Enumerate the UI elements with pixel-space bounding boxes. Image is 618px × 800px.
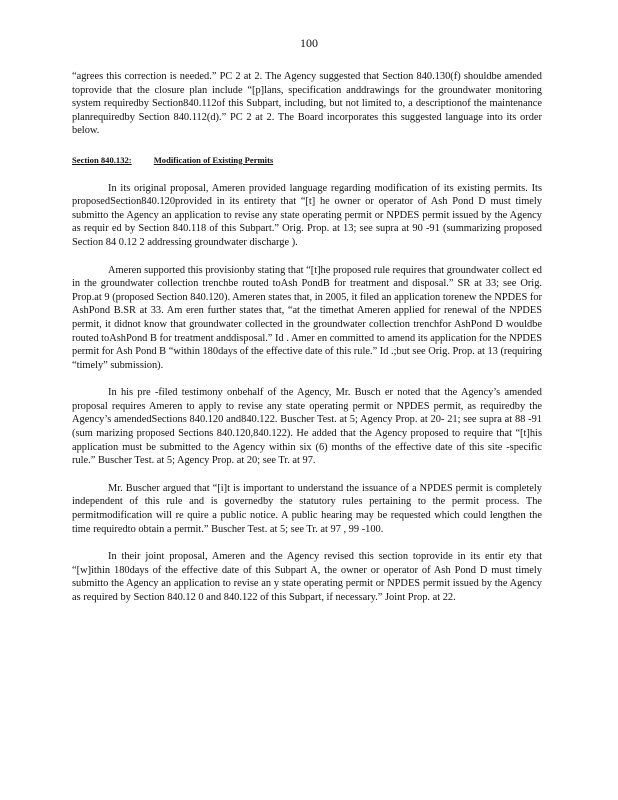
intro-paragraph: “agrees this correction is needed.” PC 2 at 2. The Agency suggested that Section 840.130(f) shouldbe amended toprovide that the closure plan include “[p]lans, specification anddrawings for the groundwater monitoring system requiredby Section840.112of this Subpart, including, but not limited to, a descriptionof the maintenance planrequiredby Section 840.112(d).” PC 2 at 2. The Board incorporates this suggested language into its order below. bbox=[72, 71, 542, 137]
paragraph-original-proposal: In its original proposal, Ameren provided language regarding modification of its existing permits. Its proposedSection840.120provided in its entirety that “[t] he owner or operator of Ash Pond D must timely submitto the Agency an application to revise any state operating permit or NPDES permit issued by the Agency as requir ed by Section 840.118 of this Subpart.” Orig. Prop. at 13; see supra at 90 -91 (summarizing proposed Section 84 0.12 2 addressing groundwater discharge ). bbox=[72, 182, 542, 248]
paragraph-buscher-testimony: In his pre -filed testimony onbehalf of the Agency, Mr. Busch er noted that the Agency’s amended proposal requires Ameren to apply to revise any state operating permit or NPDES permit, as requiredby the Agency’s amendedSections 840.120 and840.122. Buscher Test. at 5; Agency Prop. at 20- 21; see supra at 88 -91 (sum marizing proposed Sections 840.120,840.122). He added that the Agency proposed to require that “[t]his application must be submitted to the Agency within six (6) months of the effective date of this site -specific rule.” Buscher Test. at 5; Agency Prop. at 20; see Tr. at 97. bbox=[72, 387, 542, 467]
section-number: Section 840.132: bbox=[72, 154, 132, 165]
page-number: 100 bbox=[300, 36, 318, 50]
paragraph-buscher-argument: Mr. Buscher argued that “[i]t is important to understand the issuance of a NPDES permit is completely independent of this rule and is governedby the statutory rules pertaining to the permit process. The permitmodification will re quire a public notice. A public hearing may be requested which could lengthen the time requiredto obtain a permit.” Buscher Test. at 5; see Tr. at 97 , 99 -100. bbox=[72, 482, 542, 535]
page-content bbox=[72, 70, 542, 619]
paragraph-joint-proposal: In their joint proposal, Ameren and the Agency revised this section toprovide in its entir ety that “[w]ithin 180days of the effective date of this Subpart A, the owner or operator of Ash Pond D must timely submitto the Agency an application to revise an y state operating permit or NPDES permit issued by the Agency as required by Section 840.12 0 and 840.122 of this Subpart, if necessary.” Joint Prop. at 22. bbox=[72, 551, 542, 603]
paragraph-ameren-support: Ameren supported this provisionby stating that “[t]he proposed rule requires that groundwater collect ed in the groundwater collection trenchbe routed toAsh PondB for treatment and disposal.” SR at 33; see Orig. Prop.at 9 (proposed Section 840.120). Ameren states that, in 2005, it filed an application torenew the NPDES for AshPond B.SR at 33. Am eren further states that, “at the timethat Ameren applied for renewal of the NPDES permit, it didnot know that groundwater collected in the groundwater collection trenchfor AshPond D wouldbe routed toAshPond B for treatment anddisposal.” Id . Amer en committed to amend its application for the NPDES permit for Ash Pond B “within 180days of the effective date of this rule.” Id .;but see Orig. Prop. at 13 (requiring “timely” submission). bbox=[72, 264, 542, 371]
section-title: Modification of Existing Permits bbox=[153, 154, 274, 165]
section-heading bbox=[72, 154, 542, 168]
